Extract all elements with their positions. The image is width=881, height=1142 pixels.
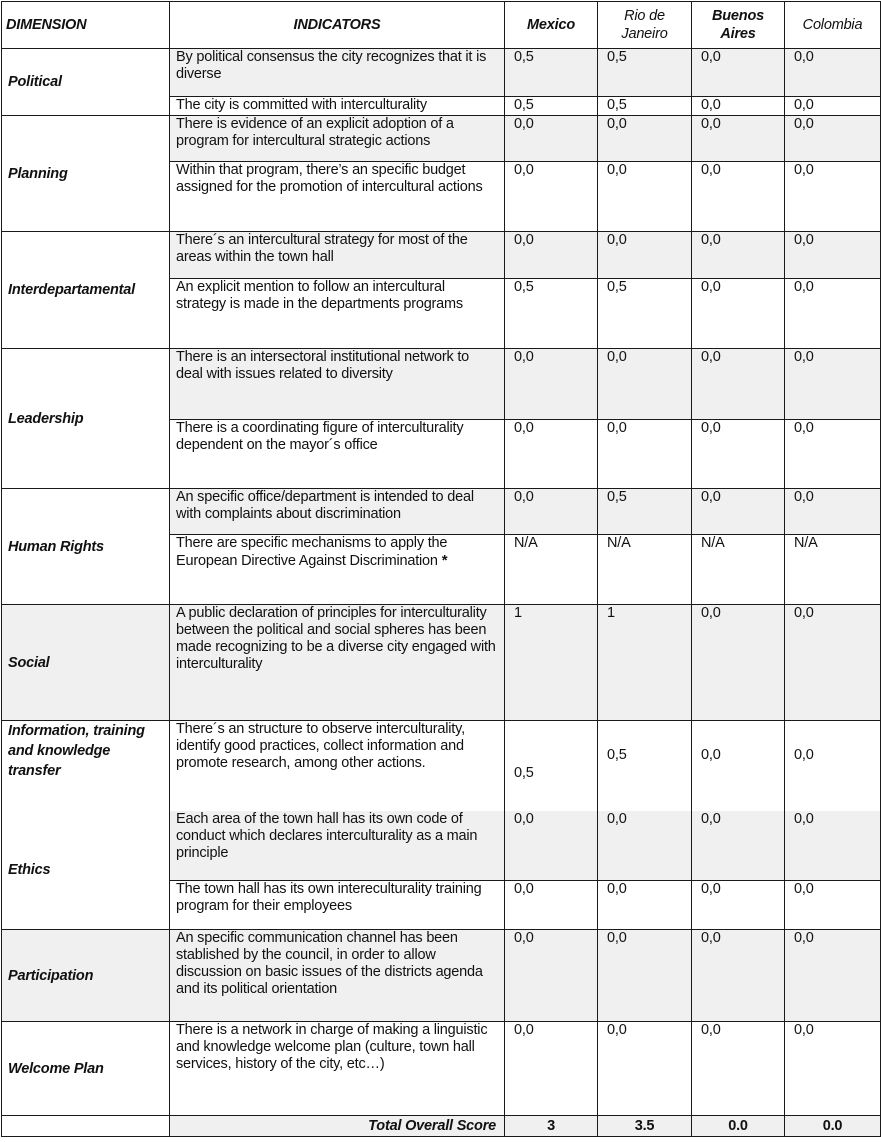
indicator: There is an intersectoral institutional network to deal with issues related to diversity [170,349,505,420]
total-colombia: 0.0 [785,1116,881,1137]
intercultural-indicators-table [1,1,881,1137]
indicator: There is a network in charge of making a linguistic and knowledge welcome plan (culture, town hall services, history of the city, etc…) [170,1022,505,1116]
value-mexico: 0,0 [505,162,598,232]
header-dimension: DIMENSION [2,2,170,49]
total-empty-cell [2,1116,170,1137]
indicator-text: There are specific mechanisms to apply the European Directive Against Discrimination [176,535,448,569]
header-rio: Rio de Janeiro [598,2,692,49]
value-colombia: 0,0 [785,489,881,535]
dimension-information-training: Information, training and knowledge transfer [2,721,170,811]
total-row [2,1116,881,1137]
value-rio: 1 [598,605,692,721]
dimension-ethics: Ethics [2,811,170,930]
value-colombia: 0,0 [785,605,881,721]
value-colombia: 0,0 [785,420,881,489]
table-row [2,116,881,162]
indicator [170,535,505,605]
value-buenos-aires: 0,0 [692,881,785,930]
value-mexico: 0,0 [505,232,598,279]
header-buenos-aires: Buenos Aires [692,2,785,49]
header-indicators: INDICATORS [170,2,505,49]
value-mexico: 0,0 [505,1022,598,1116]
header-colombia: Colombia [785,2,881,49]
value-buenos-aires: 0,0 [692,97,785,116]
total-rio: 3.5 [598,1116,692,1137]
value-rio: 0,0 [598,881,692,930]
value-buenos-aires: 0,0 [692,605,785,721]
value-mexico: 0,0 [505,420,598,489]
value-buenos-aires: 0,0 [692,232,785,279]
table-row [2,489,881,535]
value-mexico: 0,0 [505,116,598,162]
value-rio: 0,5 [598,97,692,116]
total-label: Total Overall Score [170,1116,505,1137]
value-colombia: 0,0 [785,49,881,97]
value-rio: 0,5 [598,721,692,811]
value-rio: 0,0 [598,811,692,881]
dimension-welcome-plan: Welcome Plan [2,1022,170,1116]
value-mexico: 0,0 [505,489,598,535]
table-row [2,232,881,279]
value-colombia: 0,0 [785,97,881,116]
footnote-asterisk-icon: * [441,552,448,569]
value-colombia: 0,0 [785,116,881,162]
value-rio: 0,0 [598,162,692,232]
indicator: By political consensus the city recognizes that it is diverse [170,49,505,97]
dimension-social: Social [2,605,170,721]
value-rio: 0,0 [598,420,692,489]
indicator: An explicit mention to follow an intercultural strategy is made in the departments programs [170,279,505,349]
value-rio: 0,0 [598,232,692,279]
value-buenos-aires: 0,0 [692,930,785,1022]
dimension-participation: Participation [2,930,170,1022]
indicator: The city is committed with interculturality [170,97,505,116]
value-rio: 0,0 [598,349,692,420]
value-mexico: N/A [505,535,598,605]
value-mexico: 0,5 [505,49,598,97]
value-buenos-aires: 0,0 [692,116,785,162]
value-rio: 0,5 [598,489,692,535]
table-row [2,49,881,97]
dimension-leadership: Leadership [2,349,170,489]
value-rio: 0,5 [598,279,692,349]
value-buenos-aires: 0,0 [692,1022,785,1116]
value-buenos-aires: 0,0 [692,811,785,881]
table-row [2,1022,881,1116]
value-colombia: 0,0 [785,721,881,811]
value-mexico: 1 [505,605,598,721]
value-rio: 0,0 [598,930,692,1022]
value-buenos-aires: 0,0 [692,49,785,97]
value-buenos-aires: 0,0 [692,349,785,420]
dimension-interdepartamental: Interdepartamental [2,232,170,349]
indicator: There´s an structure to observe interculturality, identify good practices, collect information and promote research, among other actions. [170,721,505,811]
value-buenos-aires: 0,0 [692,162,785,232]
value-buenos-aires: 0,0 [692,279,785,349]
value-colombia: 0,0 [785,881,881,930]
table-row [2,930,881,1022]
value-mexico: 0,5 [505,279,598,349]
value-buenos-aires: N/A [692,535,785,605]
value-rio: 0,0 [598,116,692,162]
indicator: An specific office/department is intended to deal with complaints about discrimination [170,489,505,535]
indicator: There is a coordinating figure of interculturality dependent on the mayor´s office [170,420,505,489]
value-rio: N/A [598,535,692,605]
value-mexico: 0,0 [505,811,598,881]
value-colombia: 0,0 [785,232,881,279]
table-row [2,349,881,420]
value-colombia: 0,0 [785,162,881,232]
value-rio: 0,5 [598,49,692,97]
table-row [2,811,881,881]
indicator: There´s an intercultural strategy for most of the areas within the town hall [170,232,505,279]
indicator: Within that program, there’s an specific budget assigned for the promotion of intercultural actions [170,162,505,232]
indicator: The town hall has its own intereculturality training program for their employees [170,881,505,930]
table-row [2,721,881,811]
value-mexico: 0,5 [505,97,598,116]
value-buenos-aires: 0,0 [692,420,785,489]
value-colombia: 0,0 [785,279,881,349]
value-colombia: 0,0 [785,811,881,881]
dimension-political: Political [2,49,170,116]
dimension-human-rights: Human Rights [2,489,170,605]
total-buenos-aires: 0.0 [692,1116,785,1137]
value-colombia: 0,0 [785,349,881,420]
value-mexico: 0,5 [505,721,598,811]
value-mexico: 0,0 [505,349,598,420]
value-rio: 0,0 [598,1022,692,1116]
value-mexico: 0,0 [505,881,598,930]
total-mexico: 3 [505,1116,598,1137]
value-colombia: N/A [785,535,881,605]
indicator: Each area of the town hall has its own code of conduct which declares interculturality as a main principle [170,811,505,881]
value-buenos-aires: 0,0 [692,489,785,535]
indicator: An specific communication channel has been stablished by the council, in order to allow discussion on basic issues of the districts agenda and its political orientation [170,930,505,1022]
value-colombia: 0,0 [785,930,881,1022]
dimension-planning: Planning [2,116,170,232]
header-mexico: Mexico [505,2,598,49]
table-row [2,605,881,721]
value-colombia: 0,0 [785,1022,881,1116]
indicator: A public declaration of principles for interculturality between the political and social spheres has been made recognizing to be a diverse city engaged with interculturality [170,605,505,721]
value-mexico: 0,0 [505,930,598,1022]
header-row [2,2,881,49]
value-buenos-aires: 0,0 [692,721,785,811]
indicator: There is evidence of an explicit adoption of a program for intercultural strategic actions [170,116,505,162]
